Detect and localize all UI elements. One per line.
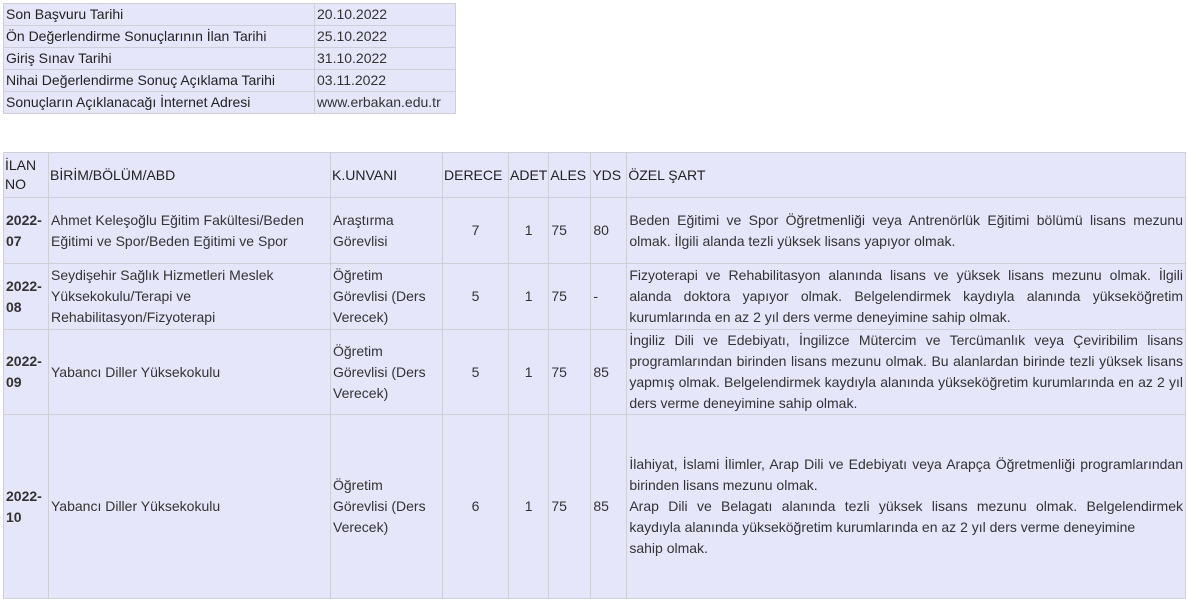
ales: 75 — [549, 264, 591, 330]
requirement-text: İngiliz Dili ve Edebiyatı, İngilizce Mütercim ve Tercümanlık veya Çeviribilim lisans programlarından birinden lisans mezunu olmak. Bu alanlardan birinde tezli yüksek lisans yapmış olmak. Belgelendirmek kaydıyla alanında yükseköğretim kurumlarında en az 2 yıl ders verme deneyimine sahip olmak. — [629, 332, 1183, 411]
ilan-no: 2022-07 — [4, 198, 49, 264]
summary-label: Giriş Sınav Tarihi — [4, 48, 315, 70]
requirement-text-3: sahip olmak. — [629, 540, 708, 556]
ozel-sart — [627, 198, 1186, 264]
column-header: K.UNVANI — [331, 153, 443, 198]
adet: 1 — [509, 415, 549, 599]
unvan: Öğretim Görevlisi (Ders Verecek) — [331, 264, 443, 330]
yds: - — [591, 264, 627, 330]
ozel-sart — [627, 415, 1186, 599]
column-header: DERECE — [443, 153, 509, 198]
summary-value: 03.11.2022 — [315, 70, 456, 92]
summary-table — [3, 3, 456, 114]
ilan-no: 2022-09 — [4, 330, 49, 415]
positions-table — [3, 152, 1186, 599]
column-header: ADET — [509, 153, 549, 198]
adet: 1 — [509, 330, 549, 415]
summary-label: Ön Değerlendirme Sonuçlarının İlan Tarihi — [4, 26, 315, 48]
unvan: Öğretim Görevlisi (Ders Verecek) — [331, 330, 443, 415]
summary-row — [4, 26, 456, 48]
summary-label: Son Başvuru Tarihi — [4, 4, 315, 26]
ales: 75 — [549, 198, 591, 264]
derece: 7 — [443, 198, 509, 264]
summary-value: 25.10.2022 — [315, 26, 456, 48]
summary-row — [4, 48, 456, 70]
column-header: YDS — [591, 153, 627, 198]
summary-value: 20.10.2022 — [315, 4, 456, 26]
unvan: Öğretim Görevlisi (Ders Verecek) — [331, 415, 443, 599]
derece: 6 — [443, 415, 509, 599]
summary-label: Nihai Değerlendirme Sonuç Açıklama Tarihi — [4, 70, 315, 92]
table-row — [4, 264, 1186, 330]
column-header: İLAN NO — [4, 153, 49, 198]
yds: 80 — [591, 198, 627, 264]
header-row — [4, 153, 1186, 198]
yds: 85 — [591, 415, 627, 599]
ales: 75 — [549, 330, 591, 415]
requirement-text: Fizyoterapi ve Rehabilitasyon alanında lisans ve yüksek lisans mezunu olmak. İlgili alanda doktora yapıyor olmak. Belgelendirmek kaydıyla alanında yükseköğretim kurumlarında en az 2 yıl ders verme deneyimine sahip olmak. — [629, 267, 1183, 325]
derece: 5 — [443, 330, 509, 415]
ales: 75 — [549, 415, 591, 599]
requirement-text: Beden Eğitimi ve Spor Öğretmenliği veya Antrenörlük Eğitimi bölümü lisans mezunu olmak. İlgili alanda tezli yüksek lisans yapıyor olmak. — [629, 211, 1183, 249]
summary-row — [4, 70, 456, 92]
derece: 5 — [443, 264, 509, 330]
table-row — [4, 415, 1186, 599]
table-row — [4, 330, 1186, 415]
summary-row — [4, 92, 456, 114]
ilan-no: 2022-08 — [4, 264, 49, 330]
yds: 85 — [591, 330, 627, 415]
birim: Yabancı Diller Yüksekokulu — [49, 330, 331, 415]
birim: Seydişehir Sağlık Hizmetleri Meslek Yüksekokulu/Terapi ve Rehabilitasyon/Fizyoterapi — [49, 264, 331, 330]
summary-value: www.erbakan.edu.tr — [315, 92, 456, 114]
birim: Yabancı Diller Yüksekokulu — [49, 415, 331, 599]
summary-label: Sonuçların Açıklanacağı İnternet Adresi — [4, 92, 315, 114]
adet: 1 — [509, 264, 549, 330]
summary-value: 31.10.2022 — [315, 48, 456, 70]
unvan: Araştırma Görevlisi — [331, 198, 443, 264]
ilan-no: 2022-10 — [4, 415, 49, 599]
birim: Ahmet Keleşoğlu Eğitim Fakültesi/Beden Eğitimi ve Spor/Beden Eğitimi ve Spor — [49, 198, 331, 264]
table-row — [4, 198, 1186, 264]
column-header: ÖZEL ŞART — [627, 153, 1186, 198]
adet: 1 — [509, 198, 549, 264]
requirement-text: İlahiyat, İslami İlimler, Arap Dili ve Edebiyatı veya Arapça Öğretmenliği programlarından birinden lisans mezunu olmak. — [629, 456, 1183, 493]
summary-row — [4, 4, 456, 26]
column-header: ALES — [549, 153, 591, 198]
column-header: BİRİM/BÖLÜM/ABD — [49, 153, 331, 198]
requirement-text-2: Arap Dili ve Belagatı alanında tezli yüksek lisans mezunu olmak. Belgelendirmek kaydıyla alanında yükseköğretim kurumlarında en az 2 yıl ders verme deneyimine — [629, 498, 1183, 535]
ozel-sart — [627, 264, 1186, 330]
ozel-sart — [627, 330, 1186, 415]
